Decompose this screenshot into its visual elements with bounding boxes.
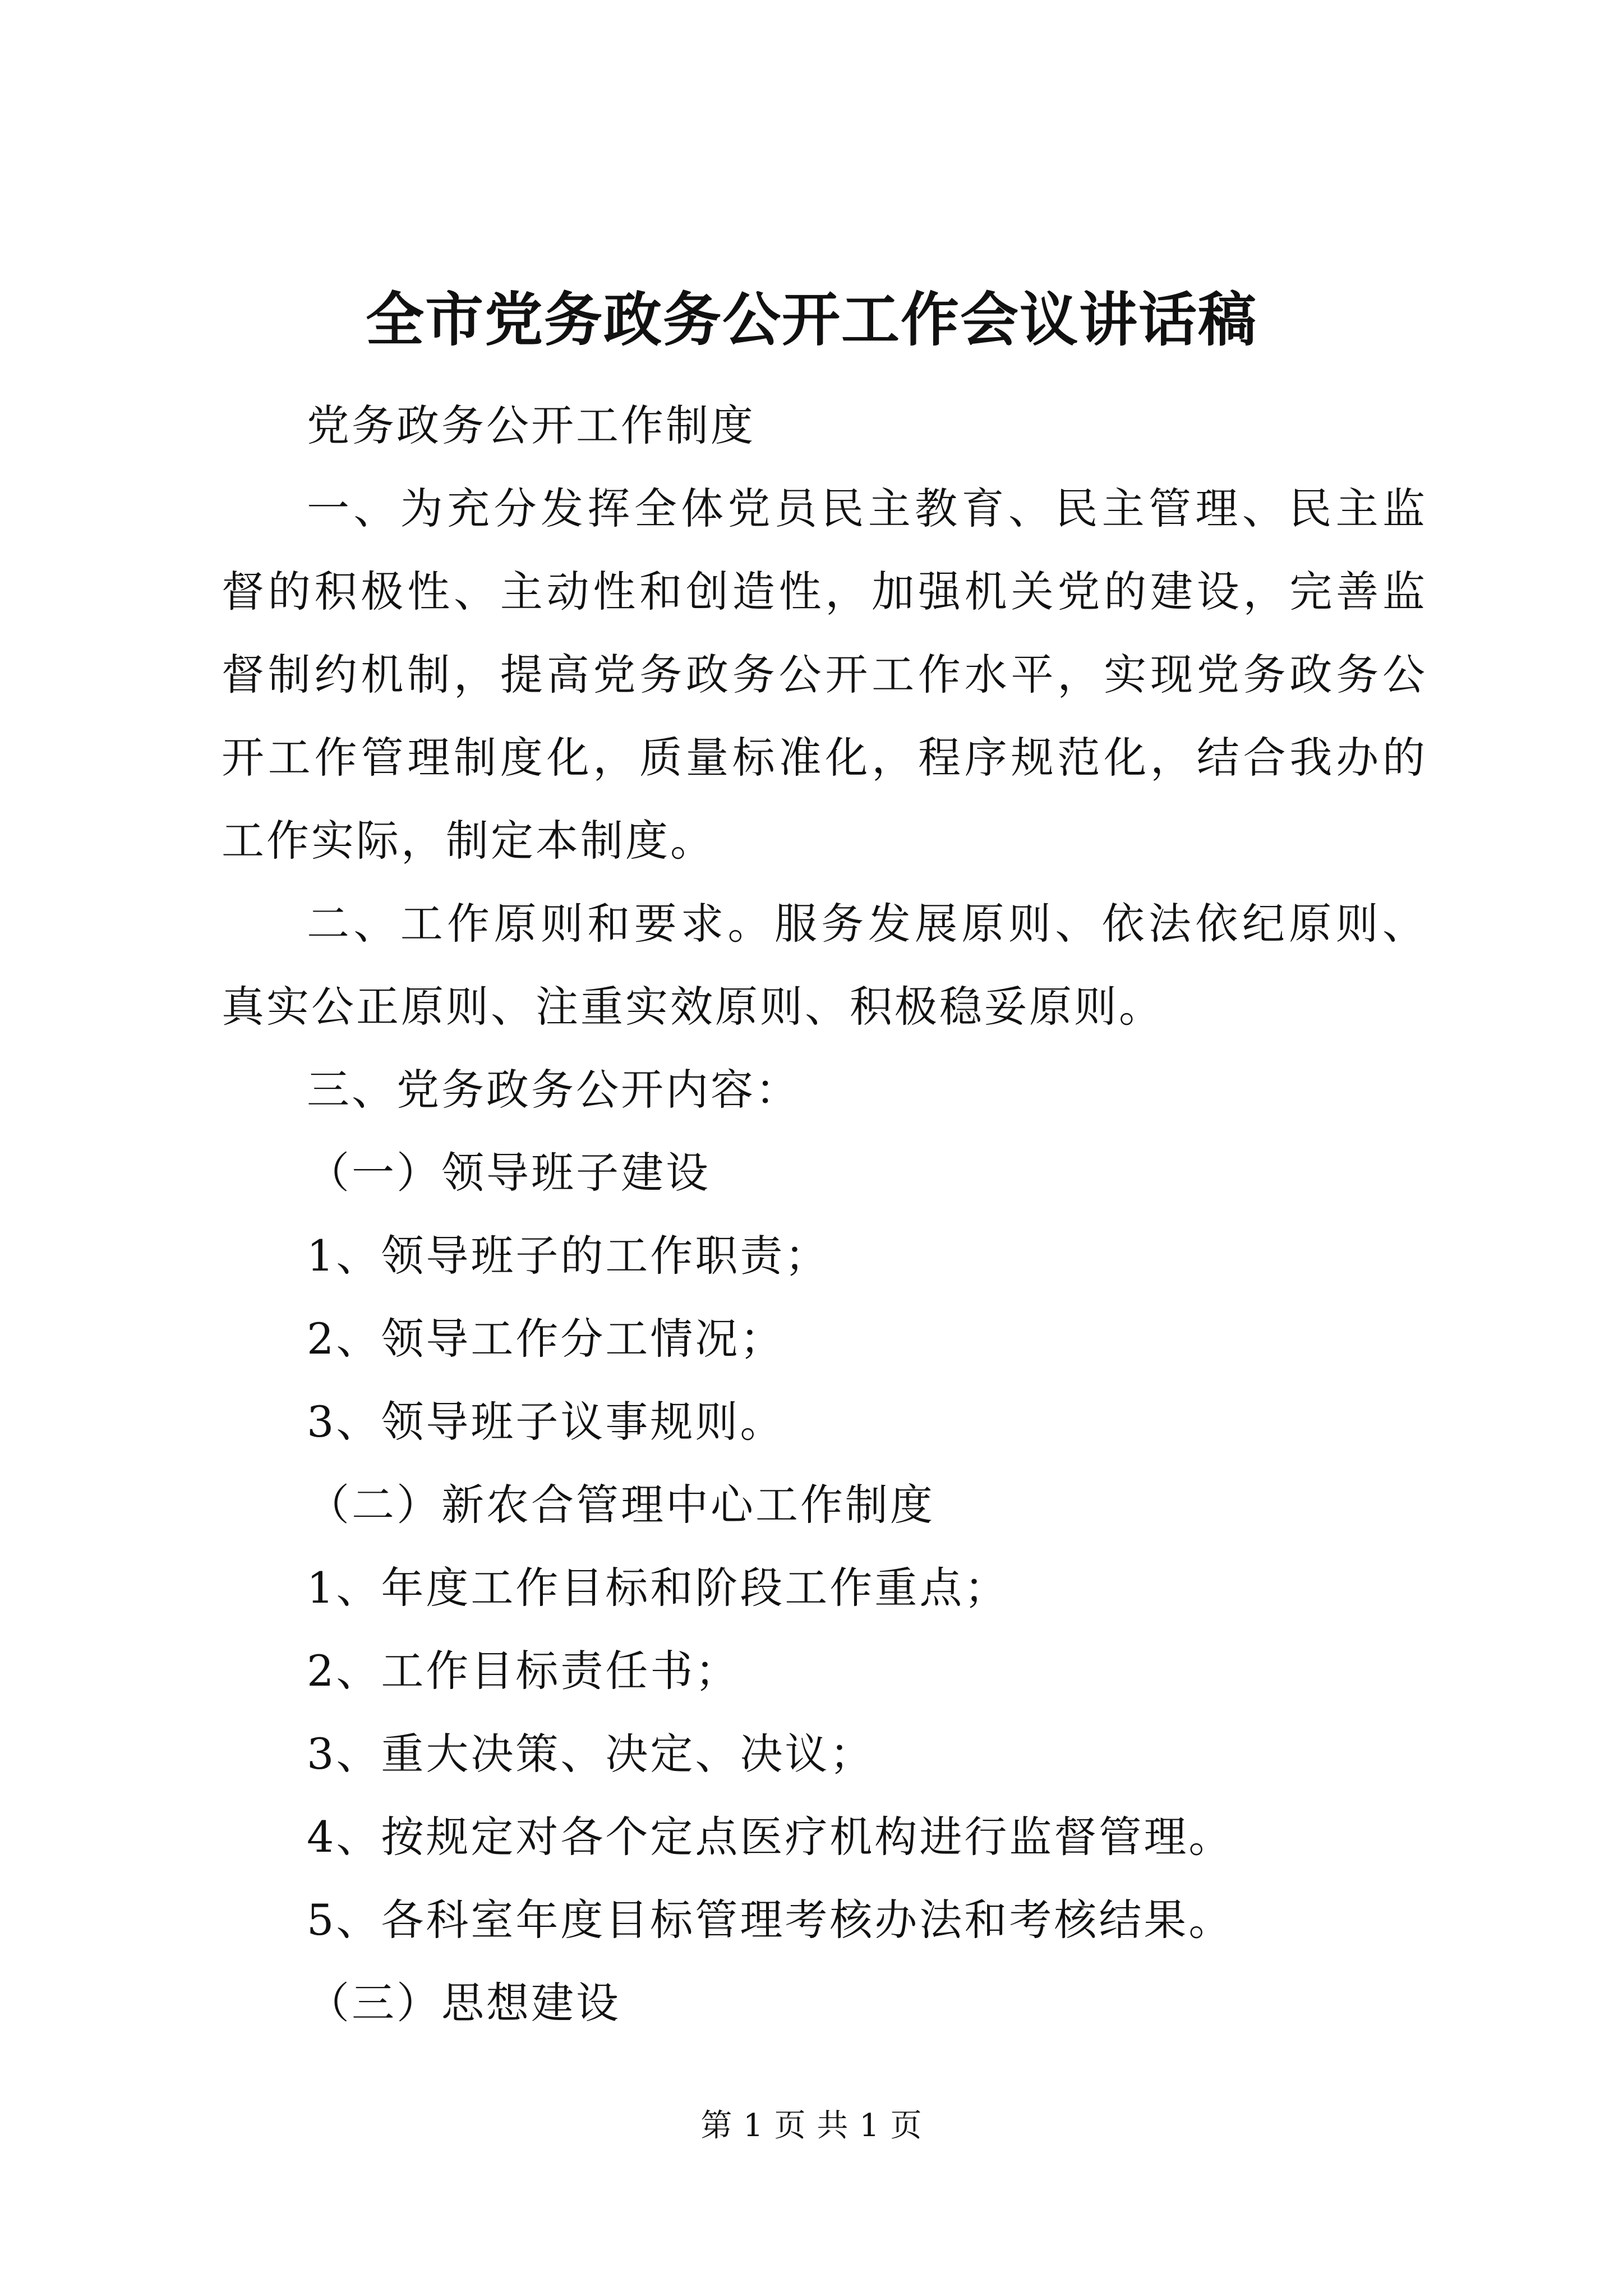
paragraph-section-1: 一、为充分发挥全体党员民主教育、民主管理、民主监督的积极性、主动性和创造性，加强机关党的建设，完善监督制约机制，提高党务政务公开工作水平，实现党务政务公开工作管理制度化，质量标准化，程序规范化，结合我办的工作实际，制定本制度。: [222, 484, 1427, 866]
list-item: 4、按规定对各个定点医疗机构进行监督管理。: [307, 1812, 1234, 1862]
list-item: 1、领导班子的工作职责；: [307, 1231, 830, 1281]
subsection-heading: （三）思想建设: [307, 1978, 621, 2028]
paragraph-subtitle: 党务政务公开工作制度: [307, 401, 755, 450]
list-item: 2、工作目标责任书；: [307, 1646, 740, 1696]
subsection-heading: （一）领导班子建设: [307, 1148, 711, 1198]
subsection-heading: （二）新农合管理中心工作制度: [307, 1480, 935, 1530]
document-title: 全市党务政务公开工作会议讲话稿: [365, 285, 1257, 354]
page-footer: 第 1 页 共 1 页: [700, 2108, 923, 2144]
document-body: [222, 384, 1427, 2045]
paragraph-section-2: 二、工作原则和要求。服务发展原则、依法依纪原则、真实公正原则、注重实效原则、积极稳妥原则。: [222, 899, 1427, 1032]
list-item: 3、领导班子议事规则。: [307, 1397, 785, 1447]
list-item: 2、领导工作分工情况；: [307, 1314, 785, 1364]
list-item: 1、年度工作目标和阶段工作重点；: [307, 1563, 1009, 1613]
paragraph-section-3: 三、党务政务公开内容：: [307, 1065, 800, 1115]
list-item: 5、各科室年度目标管理考核办法和考核结果。: [307, 1895, 1234, 1945]
list-item: 3、重大决策、决定、决议；: [307, 1729, 875, 1779]
